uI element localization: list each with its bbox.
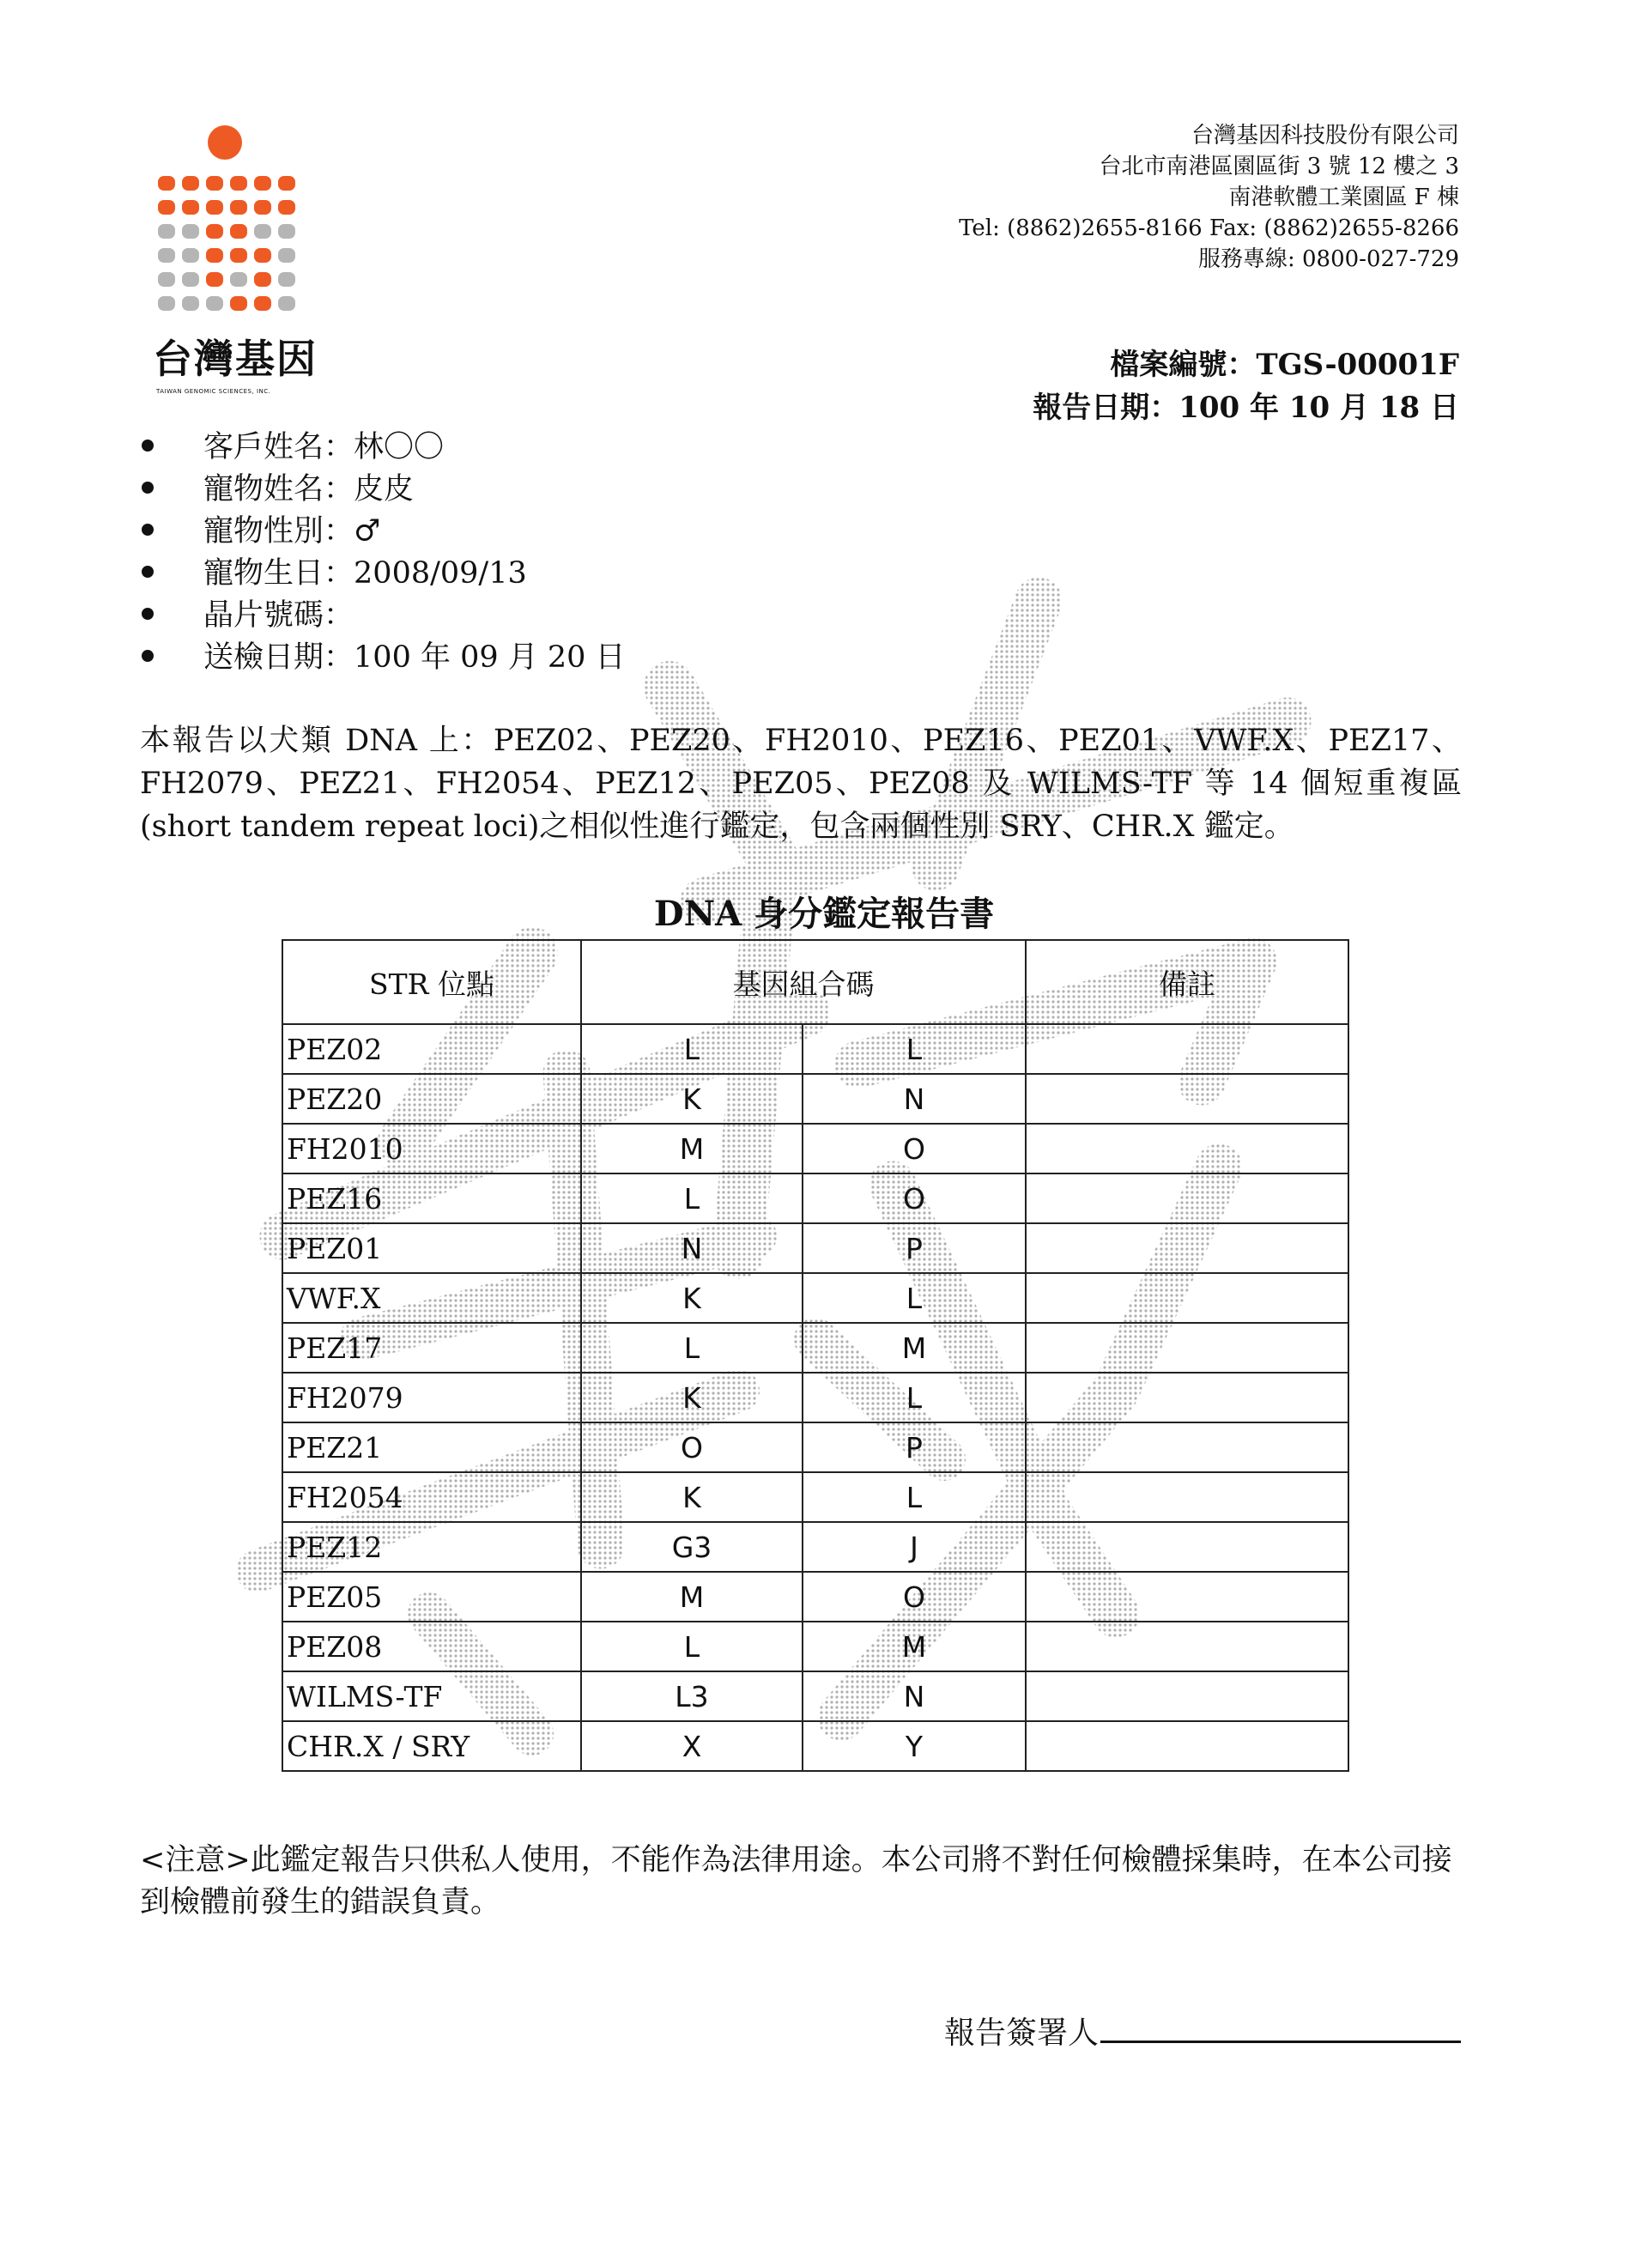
info-label: 寵物性別	[203, 514, 324, 549]
table-row	[282, 1173, 1348, 1223]
info-colon: ：	[324, 598, 354, 633]
company-address-line1: 台北市南港區園區街 3 號 12 樓之 3	[1099, 154, 1459, 179]
table-row	[282, 1721, 1348, 1771]
logo-dot	[158, 200, 175, 215]
allele-1-cell: O	[581, 1422, 803, 1472]
allele-1-cell: K	[581, 1273, 803, 1323]
locus-cell: PEZ02	[282, 1024, 581, 1074]
allele-2-cell: L	[803, 1024, 1026, 1074]
logo-dot	[158, 176, 175, 191]
file-number: 檔案編號：TGS-00001F	[1110, 348, 1459, 382]
table-row	[282, 1223, 1348, 1273]
bullet-icon	[142, 524, 154, 536]
table-header-row	[282, 940, 1348, 1024]
logo-dot	[254, 176, 271, 191]
info-item	[142, 511, 626, 553]
company-name: 台灣基因科技股份有限公司	[1191, 123, 1459, 149]
locus-cell: FH2054	[282, 1472, 581, 1522]
signature-block	[944, 2009, 1461, 2053]
allele-1-cell: L	[581, 1024, 803, 1074]
logo-top-dot	[208, 125, 242, 160]
bullet-icon	[142, 440, 154, 452]
info-label: 客戶姓名	[203, 430, 324, 464]
allele-2-cell: Y	[803, 1721, 1026, 1771]
info-colon: ：	[324, 472, 354, 506]
logo-dot	[230, 176, 247, 191]
remark-cell	[1026, 1323, 1348, 1373]
table-row	[282, 1472, 1348, 1522]
info-value: ♂	[354, 514, 381, 549]
info-item	[142, 553, 626, 595]
logo-dot	[278, 248, 295, 263]
company-logo-subtitle: TAIWAN GENOMIC SCIENCES, INC.	[156, 388, 271, 395]
logo-dot	[230, 248, 247, 263]
allele-2-cell: L	[803, 1273, 1026, 1323]
remark-cell	[1026, 1472, 1348, 1522]
info-value: 2008/09/13	[354, 556, 527, 591]
table-title: DNA 身分鑑定報告書	[653, 894, 995, 934]
locus-cell: FH2010	[282, 1124, 581, 1173]
logo-dot	[182, 176, 199, 191]
remark-cell	[1026, 1572, 1348, 1622]
logo-dot	[158, 296, 175, 311]
logo-dot	[254, 200, 271, 215]
logo-dot	[206, 224, 223, 239]
allele-2-cell: N	[803, 1074, 1026, 1124]
info-item	[142, 427, 626, 469]
allele-2-cell: M	[803, 1622, 1026, 1671]
allele-2-cell: P	[803, 1422, 1026, 1472]
allele-2-cell: J	[803, 1522, 1026, 1572]
info-label: 寵物姓名	[203, 472, 324, 506]
table-row	[282, 1671, 1348, 1721]
info-value: 林〇〇	[354, 430, 445, 464]
table-row	[282, 1323, 1348, 1373]
file-info	[1033, 343, 1459, 429]
client-info-list	[142, 427, 626, 679]
logo-dot	[182, 296, 199, 311]
table-row	[282, 1522, 1348, 1572]
locus-cell: VWF.X	[282, 1273, 581, 1323]
signature-line	[1100, 2011, 1461, 2043]
header-remark: 備註	[1026, 940, 1348, 1024]
info-value: 100 年 09 月 20 日	[354, 640, 626, 675]
header-str-locus: STR 位點	[282, 940, 581, 1024]
remark-cell	[1026, 1124, 1348, 1173]
allele-2-cell: O	[803, 1173, 1026, 1223]
logo-dot	[278, 224, 295, 239]
allele-2-cell: N	[803, 1671, 1026, 1721]
logo-dot	[230, 200, 247, 215]
allele-1-cell: K	[581, 1074, 803, 1124]
allele-1-cell: L3	[581, 1671, 803, 1721]
info-label: 送檢日期	[203, 640, 324, 675]
locus-cell: CHR.X / SRY	[282, 1721, 581, 1771]
info-item	[142, 595, 626, 637]
allele-2-cell: L	[803, 1373, 1026, 1422]
allele-1-cell: M	[581, 1124, 803, 1173]
allele-1-cell: X	[581, 1721, 803, 1771]
company-phone-fax: Tel: (8862)2655-8166 Fax: (8862)2655-8266	[959, 215, 1459, 241]
allele-1-cell: L	[581, 1173, 803, 1223]
locus-cell: PEZ20	[282, 1074, 581, 1124]
locus-cell: PEZ08	[282, 1622, 581, 1671]
table-row	[282, 1074, 1348, 1124]
logo-dot	[254, 248, 271, 263]
logo-dot	[206, 248, 223, 263]
company-logo-name: 台灣基因	[153, 336, 318, 382]
remark-cell	[1026, 1273, 1348, 1323]
logo-dot	[158, 272, 175, 287]
info-colon: ：	[324, 430, 354, 464]
remark-cell	[1026, 1522, 1348, 1572]
bullet-icon	[142, 650, 154, 662]
allele-2-cell: P	[803, 1223, 1026, 1273]
allele-2-cell: M	[803, 1323, 1026, 1373]
locus-cell: PEZ16	[282, 1173, 581, 1223]
bullet-icon	[142, 482, 154, 494]
remark-cell	[1026, 1622, 1348, 1671]
locus-cell: PEZ21	[282, 1422, 581, 1472]
info-colon: ：	[324, 514, 354, 549]
notice-text: <注意>此鑑定報告只供私人使用，不能作為法律用途。本公司將不對任何檢體採集時，在本公司接到檢體前發生的錯誤負責。	[140, 1843, 1452, 1919]
allele-1-cell: K	[581, 1472, 803, 1522]
bullet-icon	[142, 566, 154, 578]
table-row	[282, 1422, 1348, 1472]
locus-cell: PEZ05	[282, 1572, 581, 1622]
report-date: 報告日期：100 年 10 月 18 日	[1033, 391, 1459, 425]
remark-cell	[1026, 1223, 1348, 1273]
logo-dot	[254, 224, 271, 239]
logo-dot	[206, 200, 223, 215]
allele-1-cell: L	[581, 1622, 803, 1671]
info-colon: ：	[324, 556, 354, 591]
logo-dot	[230, 272, 247, 287]
table-row	[282, 1273, 1348, 1323]
bullet-icon	[142, 608, 154, 620]
info-label: 晶片號碼	[203, 598, 324, 633]
locus-cell: WILMS-TF	[282, 1671, 581, 1721]
remark-cell	[1026, 1671, 1348, 1721]
info-label: 寵物生日	[203, 556, 324, 591]
logo-dot	[158, 248, 175, 263]
remark-cell	[1026, 1373, 1348, 1422]
allele-1-cell: G3	[581, 1522, 803, 1572]
table-row	[282, 1373, 1348, 1422]
table-row	[282, 1622, 1348, 1671]
logo-dot	[158, 224, 175, 239]
logo-dot	[182, 200, 199, 215]
allele-2-cell: L	[803, 1472, 1026, 1522]
logo-dot	[254, 296, 271, 311]
table-row	[282, 1024, 1348, 1074]
info-colon: ：	[324, 640, 354, 675]
info-item	[142, 637, 626, 679]
remark-cell	[1026, 1024, 1348, 1074]
table-row	[282, 1124, 1348, 1173]
logo-dot	[182, 224, 199, 239]
logo-dot	[278, 176, 295, 191]
company-hotline: 服務專線: 0800-027-729	[1197, 246, 1459, 272]
remark-cell	[1026, 1721, 1348, 1771]
dna-report-table	[282, 939, 1349, 1772]
header-genotype: 基因組合碼	[581, 940, 1026, 1024]
allele-2-cell: O	[803, 1572, 1026, 1622]
remark-cell	[1026, 1173, 1348, 1223]
allele-1-cell: L	[581, 1323, 803, 1373]
signer-label: 報告簽署人	[943, 2016, 1099, 2051]
info-value: 皮皮	[354, 472, 415, 506]
remark-cell	[1026, 1074, 1348, 1124]
allele-1-cell: M	[581, 1572, 803, 1622]
logo-dot	[230, 224, 247, 239]
logo-dot	[278, 200, 295, 215]
company-address-line2: 南港軟體工業園區 F 棟	[1228, 185, 1459, 210]
logo-dot	[206, 272, 223, 287]
locus-cell: FH2079	[282, 1373, 581, 1422]
logo-dot	[230, 296, 247, 311]
logo-dot	[182, 248, 199, 263]
allele-1-cell: N	[581, 1223, 803, 1273]
locus-cell: PEZ12	[282, 1522, 581, 1572]
logo-dot	[182, 272, 199, 287]
locus-cell: PEZ17	[282, 1323, 581, 1373]
logo-dot	[278, 296, 295, 311]
logo-dot	[206, 296, 223, 311]
logo-dot	[254, 272, 271, 287]
company-info	[959, 120, 1459, 275]
table-row	[282, 1572, 1348, 1622]
intro-paragraph: 本報告以犬類 DNA 上：PEZ02、PEZ20、FH2010、PEZ16、PEZ01、VWF.X、PEZ17、FH2079、PEZ21、FH2054、PEZ12、PEZ05、PEZ08 及 WILMS-TF 等 14 個短重複區(short tandem repeat loci)之相似性進行鑑定，包含兩個性別 SRY、CHR.X 鑑定。	[140, 724, 1462, 844]
remark-cell	[1026, 1422, 1348, 1472]
logo-dot	[206, 176, 223, 191]
allele-1-cell: K	[581, 1373, 803, 1422]
locus-cell: PEZ01	[282, 1223, 581, 1273]
info-item	[142, 469, 626, 511]
logo-dot	[278, 272, 295, 287]
allele-2-cell: O	[803, 1124, 1026, 1173]
